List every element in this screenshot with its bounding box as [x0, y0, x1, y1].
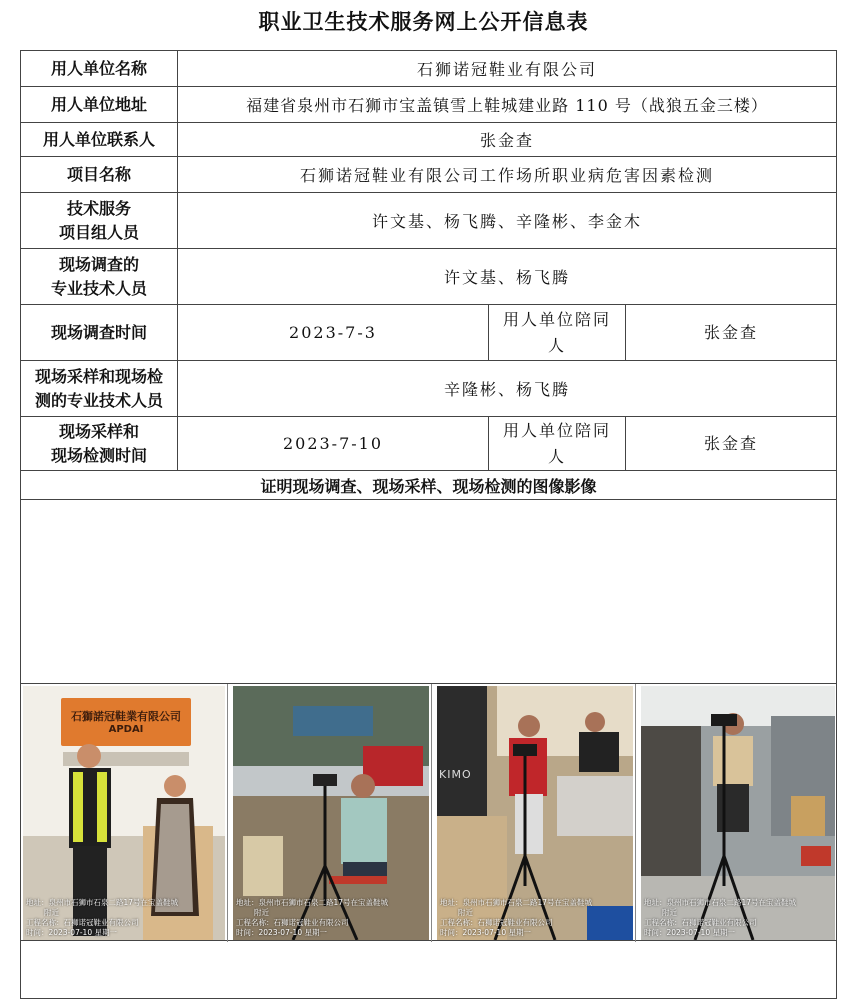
- company-sign-brand: APDAI: [108, 724, 144, 735]
- caption-time: 时间：2023-07-10 星期一: [644, 928, 735, 937]
- label-team-members-line1: 技术服务: [66, 198, 131, 218]
- header-divider: [21, 499, 836, 500]
- row-project-name: [21, 157, 836, 193]
- value-survey-companion: 张金查: [703, 322, 758, 342]
- label-survey-companion: 用人单位陪同人: [489, 305, 626, 360]
- label-sampling-staff: [21, 361, 178, 416]
- row-survey-staff: [21, 249, 836, 305]
- photo-caption: [440, 898, 592, 938]
- caption-address-2: 附近: [44, 908, 59, 917]
- label-unit-contact: 用人单位联系人: [21, 123, 178, 156]
- value-sampling-companion: 张金查: [703, 433, 758, 453]
- value-project-name: 石狮诺冠鞋业有限公司工作场所职业病危害因素检测: [299, 166, 714, 185]
- value-team-members: 许文基、杨飞腾、辛隆彬、李金木: [371, 212, 642, 231]
- label-unit-name: 用人单位名称: [21, 51, 178, 86]
- label-sampling-time: [21, 417, 178, 470]
- caption-address: 地址：泉州市石狮市石泉二路17号在宝盖鞋城: [26, 898, 179, 907]
- photo-divider: [635, 684, 636, 942]
- caption-address-2: 附近: [662, 908, 677, 917]
- caption-address-2: 附近: [254, 908, 269, 917]
- row-team-members: [21, 193, 836, 249]
- caption-address: 地址：泉州市石狮市石泉二路17号在宝盖鞋城: [644, 898, 797, 907]
- info-table: [20, 50, 837, 999]
- value-unit-address: 福建省泉州市石狮市宝盖镇雪上鞋城建业路 110 号（战狼五金三楼）: [246, 96, 768, 115]
- row-unit-address: [21, 87, 836, 123]
- value-unit-contact: 张金查: [479, 131, 534, 150]
- caption-project: 工程名称：石狮诺冠鞋业有限公司: [644, 918, 757, 927]
- row-sampling-time: [21, 417, 836, 471]
- photo-strip: [21, 683, 836, 941]
- caption-time: 时间：2023-07-10 星期一: [440, 928, 531, 937]
- photo-divider: [227, 684, 228, 942]
- label-team-members: [21, 193, 178, 248]
- photo-caption: [236, 898, 388, 938]
- label-survey-staff: [21, 249, 178, 304]
- value-survey-date: 2023-7-3: [178, 305, 489, 360]
- value-unit-name: 石狮诺冠鞋业有限公司: [416, 60, 597, 79]
- page-title: 职业卫生技术服务网上公开信息表: [258, 9, 589, 34]
- caption-address: 地址：泉州市石狮市石泉二路17号在宝盖鞋城: [236, 898, 389, 907]
- label-sampling-companion: 用人单位陪同人: [489, 417, 626, 470]
- photo-divider: [431, 684, 432, 942]
- caption-address: 地址：泉州市石狮市石泉二路17号在宝盖鞋城: [440, 898, 593, 907]
- photo-caption: [644, 898, 796, 938]
- photo-section-header: 证明现场调查、现场采样、现场检测的图像影像: [260, 477, 597, 496]
- label-sampling-time-line1: 现场采样和: [58, 421, 139, 441]
- label-team-members-line2: 项目组人员: [58, 222, 139, 242]
- row-sampling-staff: [21, 361, 836, 417]
- value-survey-staff: 许文基、杨飞腾: [443, 268, 570, 287]
- row-unit-name: [21, 51, 836, 87]
- label-unit-address: 用人单位地址: [21, 87, 178, 122]
- caption-time: 时间：2023-07-10 星期一: [26, 928, 117, 937]
- photo-caption: [26, 898, 178, 938]
- value-sampling-staff: 辛隆彬、杨飞腾: [443, 380, 570, 399]
- label-sampling-staff-line2: 测的专业技术人员: [34, 390, 163, 410]
- label-survey-staff-line2: 专业技术人员: [50, 278, 147, 298]
- caption-project: 工程名称：石狮诺冠鞋业有限公司: [440, 918, 553, 927]
- label-sampling-staff-line1: 现场采样和现场检: [34, 366, 163, 386]
- caption-address-2: 附近: [458, 908, 473, 917]
- label-project-name: 项目名称: [21, 157, 178, 192]
- photo-workshop-2: [437, 686, 633, 940]
- photo-workshop-3: [641, 686, 835, 940]
- kimo-brand-text: KIMO: [439, 768, 472, 781]
- caption-project: 工程名称：石狮诺冠鞋业有限公司: [236, 918, 349, 927]
- photo-site-visit: [23, 686, 225, 940]
- row-survey-time: [21, 305, 836, 361]
- value-sampling-date: 2023-7-10: [178, 417, 489, 470]
- label-survey-time: 现场调查时间: [21, 305, 178, 360]
- label-survey-staff-line1: 现场调查的: [58, 254, 139, 274]
- company-sign-text: 石獅諾冠鞋業有限公司: [71, 710, 181, 723]
- label-sampling-time-line2: 现场检测时间: [50, 445, 147, 465]
- caption-time: 时间：2023-07-10 星期一: [236, 928, 327, 937]
- caption-project: 工程名称：石狮诺冠鞋业有限公司: [26, 918, 139, 927]
- row-unit-contact: [21, 123, 836, 157]
- photo-workshop-1: [233, 686, 429, 940]
